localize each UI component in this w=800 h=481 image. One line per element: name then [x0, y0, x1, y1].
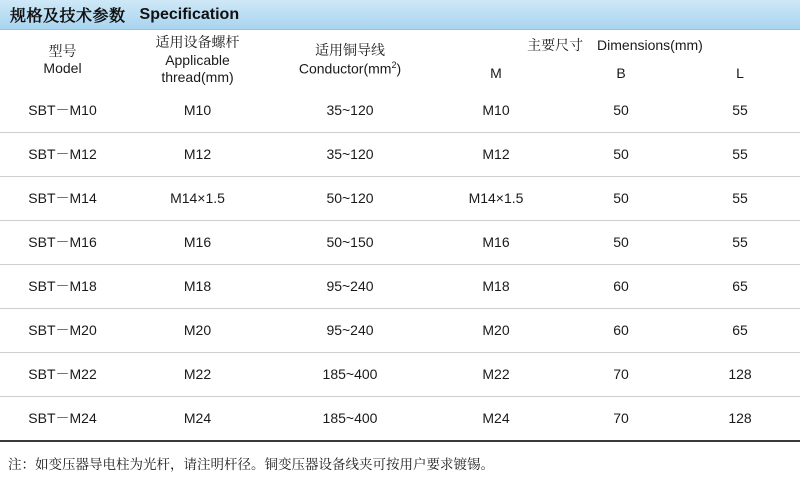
header-row-main — [0, 30, 800, 60]
cell-conductor: 35~120 — [326, 102, 374, 118]
cell-dim-m: M16 — [482, 234, 510, 250]
cell-dim-b: 50 — [613, 190, 629, 206]
header-conductor-en: $Conductor(mm^2)$ — [298, 59, 402, 77]
cell-thread: M12 — [183, 146, 212, 162]
cell-dim-b: 50 — [613, 146, 629, 162]
header-dimensions: 主要尺寸 Dimensions(mm) — [527, 36, 703, 53]
cell-dim-b: 60 — [613, 322, 629, 338]
cell-model: SBT－M24 — [28, 410, 97, 426]
table-row — [0, 176, 800, 220]
cell-conductor: 95~240 — [326, 322, 374, 338]
table-head — [0, 30, 800, 89]
cell-conductor: 50~120 — [326, 190, 374, 206]
title-english: Specification — [139, 5, 240, 23]
cell-model: SBT－M10 — [28, 102, 97, 118]
cell-model: SBT－M18 — [28, 278, 97, 294]
cell-conductor: 185~400 — [322, 366, 378, 382]
cell-dim-l: 65 — [732, 322, 748, 338]
cell-thread: M20 — [183, 322, 212, 338]
cell-model: SBT－M12 — [28, 146, 97, 162]
header-conductor: 适用铜导线 $Conductor(mm^2)$ — [270, 30, 430, 89]
table-row — [0, 308, 800, 352]
cell-dim-m: M10 — [482, 102, 510, 118]
cell-thread: M24 — [183, 410, 212, 426]
cell-conductor: 50~150 — [326, 234, 374, 250]
header-dim-m: M — [490, 64, 502, 81]
cell-dim-m: M22 — [482, 366, 510, 382]
table-body — [0, 89, 800, 441]
title-chinese: 规格及技术参数 — [10, 8, 126, 25]
cell-model: SBT－M16 — [28, 234, 97, 250]
cell-dim-l: 128 — [728, 366, 752, 382]
cell-dim-b: 60 — [613, 278, 629, 294]
table-row — [0, 89, 800, 133]
cell-conductor: 185~400 — [322, 410, 378, 426]
cell-dim-m: M14×1.5 — [468, 190, 524, 206]
cell-dim-l: 55 — [732, 146, 748, 162]
cell-dim-l: 55 — [732, 234, 748, 250]
cell-dim-m: M12 — [482, 146, 510, 162]
cell-thread: M10 — [183, 102, 212, 118]
cell-thread: M18 — [183, 278, 212, 294]
cell-dim-m: M20 — [482, 322, 510, 338]
cell-dim-b: 70 — [613, 366, 629, 382]
cell-model: SBT－M22 — [28, 366, 97, 382]
cell-dim-l: 65 — [732, 278, 748, 294]
table-row — [0, 132, 800, 176]
header-dim-b: B — [616, 64, 626, 81]
cell-dim-m: M24 — [482, 410, 510, 426]
cell-dim-l: 55 — [732, 102, 748, 118]
table-row — [0, 352, 800, 396]
cell-conductor: 95~240 — [326, 278, 374, 294]
cell-conductor: 35~120 — [326, 146, 374, 162]
table-row — [0, 220, 800, 264]
footnote: 注：如变压器导电柱为光杆，请注明杆径。铜变压器设备线夹可按用户要求镀锡。 — [8, 456, 494, 472]
header-thread: 适用设备螺杆 Applicable thread(mm) — [155, 34, 240, 85]
table-row — [0, 264, 800, 308]
cell-dim-b: 50 — [613, 234, 629, 250]
cell-dim-l: 55 — [732, 190, 748, 206]
header-dim-l: L — [736, 64, 744, 81]
cell-thread: M14×1.5 — [170, 190, 225, 206]
cell-dim-m: M18 — [482, 278, 510, 294]
cell-dim-b: 70 — [613, 410, 629, 426]
specification-table — [0, 30, 800, 442]
table-row — [0, 396, 800, 441]
cell-thread: M16 — [183, 234, 212, 250]
cell-model: SBT－M14 — [28, 190, 97, 206]
cell-model: SBT－M20 — [28, 322, 97, 338]
cell-dim-b: 50 — [613, 102, 629, 118]
cell-thread: M22 — [183, 366, 212, 382]
title-bar — [0, 0, 800, 30]
header-model: 型号 Model — [43, 42, 82, 77]
cell-dim-l: 128 — [728, 410, 752, 426]
